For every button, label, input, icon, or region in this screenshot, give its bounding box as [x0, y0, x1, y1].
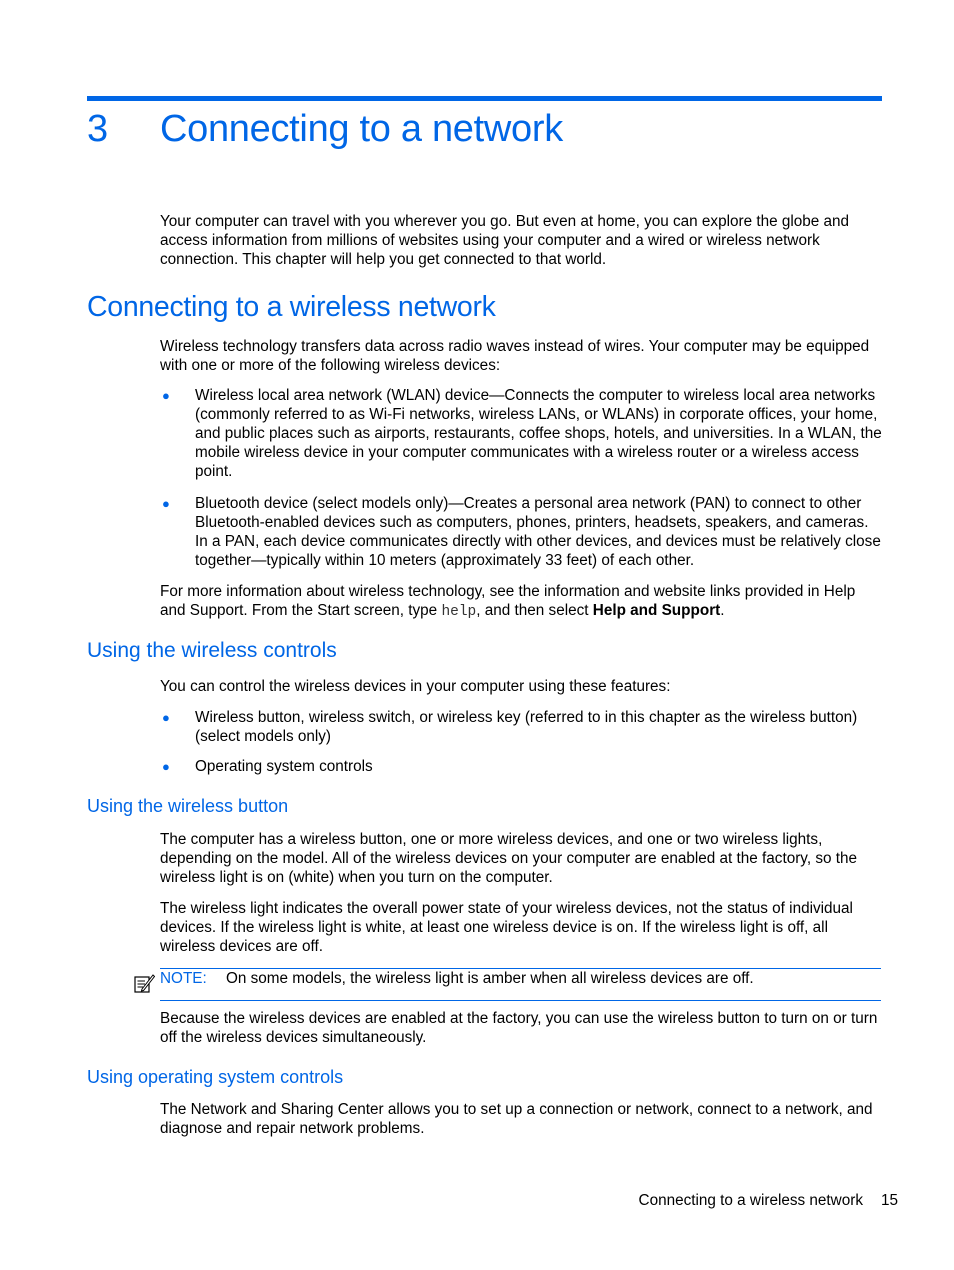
- controls-intro: You can control the wireless devices in your computer using these features:: [160, 678, 671, 695]
- more-info-text: For more information about wireless technology, see the information and website links provided in Help and Support. From the Start screen, type: [160, 583, 856, 619]
- bullet-icon: ●: [162, 388, 170, 403]
- wireless-intro: Wireless technology transfers data across radio waves instead of wires. Your computer may be equipped with one or more of the following wireless devices:: [160, 338, 870, 374]
- section-heading-wireless: Connecting to a wireless network: [87, 291, 496, 323]
- os-paragraph: The Network and Sharing Center allows you to set up a connection or network, connect to a network, and diagnose and repair network problems.: [160, 1101, 873, 1137]
- button-paragraph-3: Because the wireless devices are enabled at the factory, you can use the wireless button to turn on or turn off the wireless devices simultaneously.: [160, 1010, 878, 1046]
- list-item-text: Wireless button, wireless switch, or wireless key (referred to in this chapter as the wireless button) (select models only): [195, 709, 858, 745]
- help-command: help: [441, 604, 477, 620]
- note-box: [160, 968, 881, 1001]
- section-heading-button: Using the wireless button: [87, 796, 289, 816]
- footer-section: Connecting to a wireless network: [638, 1192, 863, 1209]
- more-info-text: , and then select: [476, 602, 593, 619]
- page-number: 15: [880, 1192, 898, 1209]
- note-label: NOTE:: [160, 970, 207, 987]
- button-paragraph-2: The wireless light indicates the overall power state of your wireless devices, not the status of individual devices. If the wireless light is white, at least one wireless device is on. If the wireless light is off, all wireless devices are off.: [160, 900, 853, 955]
- note-icon: [133, 972, 155, 994]
- chapter-number: 3: [87, 108, 108, 150]
- section-heading-controls: Using the wireless controls: [87, 639, 337, 662]
- bullet-icon: ●: [162, 759, 170, 774]
- bullet-icon: ●: [162, 496, 170, 511]
- section-heading-os: Using operating system controls: [87, 1067, 344, 1087]
- list-item-text: Operating system controls: [195, 758, 373, 775]
- bullet-icon: ●: [162, 710, 170, 725]
- help-and-support-label: Help and Support: [592, 602, 721, 619]
- chapter-title: Connecting to a network: [160, 108, 563, 150]
- more-info-text: .: [720, 602, 725, 619]
- chapter-rule: [87, 96, 882, 101]
- button-paragraph-1: The computer has a wireless button, one or more wireless devices, and one or two wireless lights, depending on the model. All of the wireless devices on your computer are enabled at the factory, so the wireless light is on (white) when you turn on the computer.: [160, 831, 857, 886]
- page-footer: [560, 1191, 898, 1210]
- chapter-intro: Your computer can travel with you wherever you go. But even at home, you can explore the globe and access information from millions of websites using your computer and a wired or wireless network connection. This chapter will help you get connected to that world.: [160, 213, 850, 268]
- list-item-text: Bluetooth device (select models only)—Creates a personal area network (PAN) to connect to other Bluetooth-enabled devices such as computers, phones, printers, headsets, speakers, and cameras. In a PAN, each device communicates directly with other devices, and devices must be relatively close together—typically within 10 meters (approximately 33 feet) of each other.: [195, 495, 881, 569]
- list-item-text: Wireless local area network (WLAN) device—Connects the computer to wireless local area networks (commonly referred to as Wi-Fi networks, wireless LANs, or WLANs) in corporate offices, your home, and public places such as airports, restaurants, coffee shops, hotels, and universities. In a WLAN, the mobile wireless device in your computer communicates with a wireless router or a wireless access point.: [195, 387, 882, 480]
- more-info-paragraph: [160, 582, 884, 622]
- note-text: On some models, the wireless light is amber when all wireless devices are off.: [226, 970, 754, 987]
